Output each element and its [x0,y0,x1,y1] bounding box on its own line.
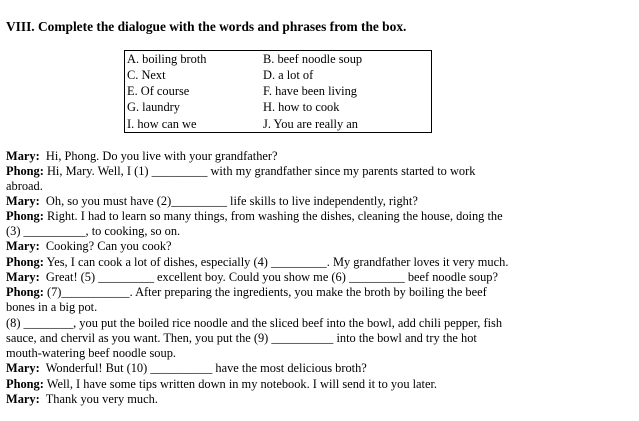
line-text: Great! (5) _________ excellent boy. Could you show me (6) _________ beef noodle soup? [45,270,498,284]
speaker: Mary: [6,149,40,163]
dialogue-line-7 [6,239,172,253]
line-text: (8) ________, you put the boiled rice noodle and the sliced beef into the bowl, add chili pepper, fish [6,316,503,330]
line-text: Hi, Phong. Do you live with your grandfather? [45,149,278,163]
line-text: sauce, and chervil as you want. Then, you put the (9) __________ into the bowl and try the hot [6,331,477,345]
line-text: Cooking? Can you cook? [45,239,172,253]
line-text: Wonderful! But (10) __________ have the most delicious broth? [45,361,367,375]
dialogue-line-15 [6,361,367,375]
dialogue-line-12 [6,316,502,330]
speaker: Phong: [6,285,44,299]
line-text: Right. I had to learn so many things, from washing the dishes, cleaning the house, doing the [46,209,503,223]
speaker: Phong: [6,209,44,223]
dialogue-line-11 [6,300,97,314]
option-f: F. have been living [263,84,357,98]
option-g: G. laundry [127,100,180,114]
line-text: abroad. [6,179,43,193]
speaker: Phong: [6,255,44,269]
speaker: Mary: [6,194,40,208]
line-text: Yes, I can cook a lot of dishes, especially (4) _________. My grandfather loves it very much. [46,255,509,269]
line-text: (7)___________. After preparing the ingredients, you make the broth by boiling the beef [46,285,487,299]
line-text: Well, I have some tips written down in my notebook. I will send it to you later. [46,377,438,391]
option-b: B. beef noodle soup [263,52,363,66]
dialogue-line-8 [6,255,508,269]
line-text: bones in a big pot. [6,300,98,314]
exercise-title: VIII. Complete the dialogue with the words and phrases from the box. [6,19,407,34]
dialogue-line-2 [6,164,475,178]
line-text: mouth-watering beef noodle soup. [6,346,176,360]
dialogue-line-16 [6,377,437,391]
dialogue-line-13 [6,331,477,345]
speaker: Phong: [6,164,44,178]
dialogue-line-5 [6,209,503,223]
dialogue-line-14 [6,346,176,360]
dialogue-line-6 [6,224,180,238]
option-a: A. boiling broth [127,52,207,66]
speaker: Phong: [6,377,44,391]
word-box [124,50,432,133]
option-e: E. Of course [127,84,190,98]
line-text: Thank you very much. [45,392,158,406]
speaker: Mary: [6,239,40,253]
option-j: J. You are really an [263,117,358,131]
dialogue-line-1 [6,149,278,163]
option-h: H. how to cook [263,100,340,114]
dialogue-line-17 [6,392,158,406]
dialogue-line-10 [6,285,487,299]
line-text: Oh, so you must have (2)_________ life skills to live independently, right? [45,194,418,208]
dialogue-line-4 [6,194,418,208]
speaker: Mary: [6,392,40,406]
dialogue-line-3 [6,179,43,193]
option-d: D. a lot of [263,68,314,82]
speaker: Mary: [6,270,40,284]
speaker: Mary: [6,361,40,375]
dialogue-line-9 [6,270,498,284]
line-text: Hi, Mary. Well, I (1) _________ with my grandfather since my parents started to work [46,164,476,178]
option-i: I. how can we [127,117,197,131]
option-c: C. Next [127,68,166,82]
line-text: (3) __________, to cooking, so on. [6,224,181,238]
